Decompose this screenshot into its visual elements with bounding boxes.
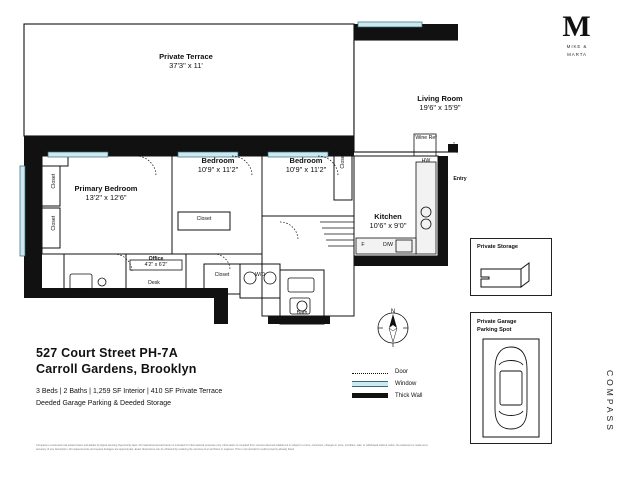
- listing-extras: Deeded Garage Parking & Deeded Storage: [36, 400, 172, 407]
- private-garage-label-line2: Parking Spot: [477, 327, 512, 333]
- legend-row-thick-wall: [352, 390, 462, 402]
- legend-row-window: [352, 378, 462, 390]
- label-closet-hall: Closet: [214, 272, 230, 278]
- brand-name-line1: MIKE &: [566, 44, 588, 49]
- room-label-office: Office 4'2" x 6'2": [144, 256, 168, 269]
- label-closet-bedroom: Closet: [196, 216, 212, 222]
- room-label-primary-bedroom: Primary Bedroom 13'2" x 12'6": [74, 184, 138, 202]
- door-swatch-icon: [352, 369, 388, 376]
- room-label-private-terrace: Private Terrace 37'3" x 11': [159, 52, 213, 70]
- label-closet-left-upper: Closet: [50, 173, 57, 189]
- room-label-bedroom-2: Bedroom 10'9" x 11'2": [285, 156, 327, 174]
- title-block: [36, 345, 336, 410]
- label-bath-primary: Bath: [77, 288, 89, 294]
- listing-specs: 3 Beds | 2 Baths | 1,259 SF Interior | 410 SF Private Terrace: [36, 388, 223, 395]
- private-garage-label-line1: Private Garage: [477, 319, 517, 325]
- label-closet-left-lower: Closet: [50, 215, 57, 231]
- wall-swatch-icon: [352, 393, 388, 400]
- private-storage-panel: [470, 238, 552, 296]
- private-garage-panel: [470, 312, 552, 444]
- room-label-living-room: Living Room 19'6" x 15'9": [417, 94, 463, 112]
- label-bath-second: Bath: [296, 310, 308, 316]
- legend-row-door: [352, 366, 462, 378]
- label-closet-vertical: Closet: [339, 153, 346, 169]
- label-washer-dryer: W/D: [254, 272, 266, 278]
- listing-neighborhood: Carroll Gardens, Brooklyn: [36, 362, 197, 376]
- legend: [352, 366, 462, 402]
- label-hot-water: HW: [421, 158, 431, 164]
- window-swatch-icon: [352, 381, 388, 388]
- brand-logo: [547, 12, 607, 58]
- disclaimer-text: Compass is a licensed real estate broker and abides by Equal Housing Opportunity laws. All material presented herein is intended for informational purposes only. Information is compiled from sources deemed reliable but is subject to errors, omissions, changes in price, condition, sale, or withdrawal without notice. No statement is made as to accuracy of any description. All measurements and square footages are approximate. Exact dimensions can be obtained by retaining the services of an architect or engineer. This is not intended to solicit property already listed.: [36, 444, 428, 451]
- compass-rose: [372, 306, 414, 348]
- room-label-bedroom-1: Bedroom 10'9" x 11'2": [197, 156, 239, 174]
- floor-plan-drawing: [18, 16, 467, 346]
- label-fridge: F: [361, 242, 365, 248]
- room-label-kitchen: Kitchen 10'6" x 9'0": [369, 212, 407, 230]
- label-dishwasher: D/W: [382, 242, 394, 248]
- brand-monogram: M: [562, 10, 592, 43]
- label-desk: Desk: [148, 280, 160, 286]
- listing-address: 527 Court Street PH-7A: [36, 346, 178, 360]
- legend-label-window: Window: [395, 381, 417, 387]
- compass-wordmark: COMPASS: [605, 370, 615, 433]
- label-entry: Entry: [453, 176, 467, 182]
- compass-north-label: N: [390, 309, 396, 315]
- label-wine-ref: Wine Ref: [415, 135, 437, 141]
- legend-label-thick-wall: Thick Wall: [395, 393, 423, 399]
- label-cl: CL: [51, 147, 59, 153]
- legend-label-door: Door: [395, 369, 409, 375]
- brand-name-line2: MARTA: [567, 52, 587, 57]
- private-storage-label: Private Storage: [477, 244, 519, 250]
